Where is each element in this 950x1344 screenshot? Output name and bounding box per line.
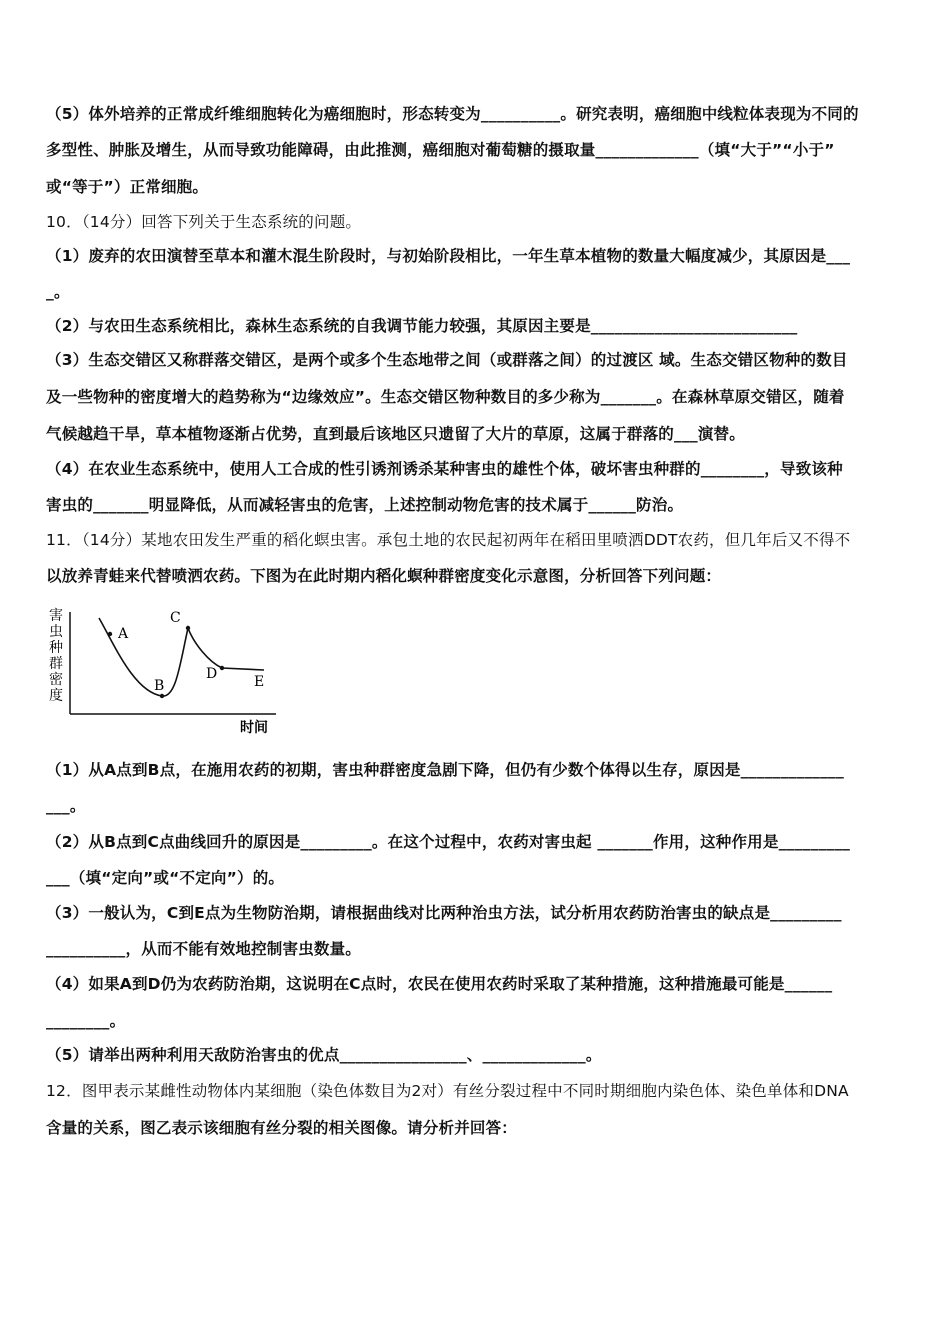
y-label-char: 种 (49, 640, 63, 656)
point-a-marker (108, 632, 112, 636)
population-density-graph (44, 604, 284, 736)
text-line: 及一些物种的密度增大的趋势称为“边缘效应”。生态交错区物种数目的多少称为_______。在森林草原交错区，随着 (46, 388, 845, 406)
text-line: （2）与农田生态系统相比，森林生态系统的自我调节能力较强，其原因主要是__________________________ (46, 317, 798, 335)
point-c-label: C (170, 610, 181, 626)
point-a-label: A (118, 626, 129, 642)
text-line: ___。 (46, 797, 86, 815)
y-label-char: 害 (49, 608, 63, 624)
point-d-marker (220, 666, 224, 670)
question-10-heading: 10．（14分）回答下列关于生态系统的问题。 (46, 213, 362, 231)
y-label-char: 度 (49, 688, 63, 704)
question-12-heading: 12．图甲表示某雌性动物体内某细胞（染色体数目为2对）有丝分裂过程中不同时期细胞内染色体、染色单体和DNA (46, 1082, 849, 1100)
text-line: 害虫的_______明显降低，从而减轻害虫的危害，上述控制动物危害的技术属于______防治。 (46, 496, 684, 514)
point-c-marker (186, 626, 190, 630)
x-axis-label: 时间 (240, 720, 268, 736)
text-line: （2）从B点到C点曲线回升的原因是_________。在这个过程中，农药对害虫起 _______作用，这种作用是_________ (46, 833, 851, 851)
point-e-label: E (254, 674, 265, 690)
y-label-char: 群 (49, 656, 63, 672)
text-line: 气候越趋干旱，草本植物逐渐占优势，直到最后该地区只遗留了大片的草原，这属于群落的___演替。 (46, 425, 745, 443)
text-line: （1）从A点到B点，在施用农药的初期，害虫种群密度急剧下降，但仍有少数个体得以生存，原因是_____________ (46, 761, 844, 779)
y-label-char: 密 (49, 672, 63, 688)
question-11-heading: 11．（14分）某地农田发生严重的稻化螟虫害。承包土地的农民起初两年在稻田里喷洒DDT农药，但几年后又不得不 (46, 531, 851, 549)
text-line: （3）一般认为，C到E点为生物防治期，请根据曲线对比两种治虫方法，试分析用农药防治害虫的缺点是_________ (46, 904, 842, 922)
text-line: （4）如果A到D仍为农药防治期，这说明在C点时，农民在使用农药时采取了某种措施，这种措施最可能是______ (46, 975, 833, 993)
point-d-label: D (206, 666, 218, 682)
y-label-char: 虫 (49, 624, 63, 640)
y-axis-label-chars (49, 608, 63, 704)
text-line: _。 (46, 283, 70, 301)
text-line: （1）废弃的农田演替至草本和灌木混生阶段时，与初始阶段相比，一年生草本植物的数量大幅度减少，其原因是___ (46, 247, 851, 265)
text-line: （5）请举出两种利用天敌防治害虫的优点________________、_____________。 (46, 1046, 602, 1064)
text-line: ___（填“定向”或“不定向”）的。 (46, 869, 285, 887)
text-line: （4）在农业生态系统中，使用人工合成的性引诱剂诱杀某种害虫的雄性个体，破坏害虫种群的________，导致该种 (46, 460, 843, 478)
text-line: （3）生态交错区又称群落交错区，是两个或多个生态地带之间（或群落之间）的过渡区 域。生态交错区物种的数目 (46, 351, 848, 369)
text-line: 多型性、肿胀及增生，从而导致功能障碍，由此推测，癌细胞对葡萄糖的摄取量_____________（填“大于”“小于” (46, 141, 835, 159)
text-line: （5）体外培养的正常成纤维细胞转化为癌细胞时，形态转变为__________。研究表明，癌细胞中线粒体表现为不同的 (46, 105, 859, 123)
text-line: __________，从而不能有效地控制害虫数量。 (46, 940, 362, 958)
point-b-marker (160, 694, 164, 698)
point-b-label: B (154, 678, 165, 694)
text-line: 或“等于”）正常细胞。 (46, 178, 209, 196)
text-line: ________。 (46, 1012, 126, 1030)
text-line: 以放养青蛙来代替喷洒农药。下图为在此时期内稻化螟种群密度变化示意图，分析回答下列问题： (46, 567, 722, 585)
text-line: 含量的关系，图乙表示该细胞有丝分裂的相关图像。请分析并回答： (46, 1119, 518, 1137)
